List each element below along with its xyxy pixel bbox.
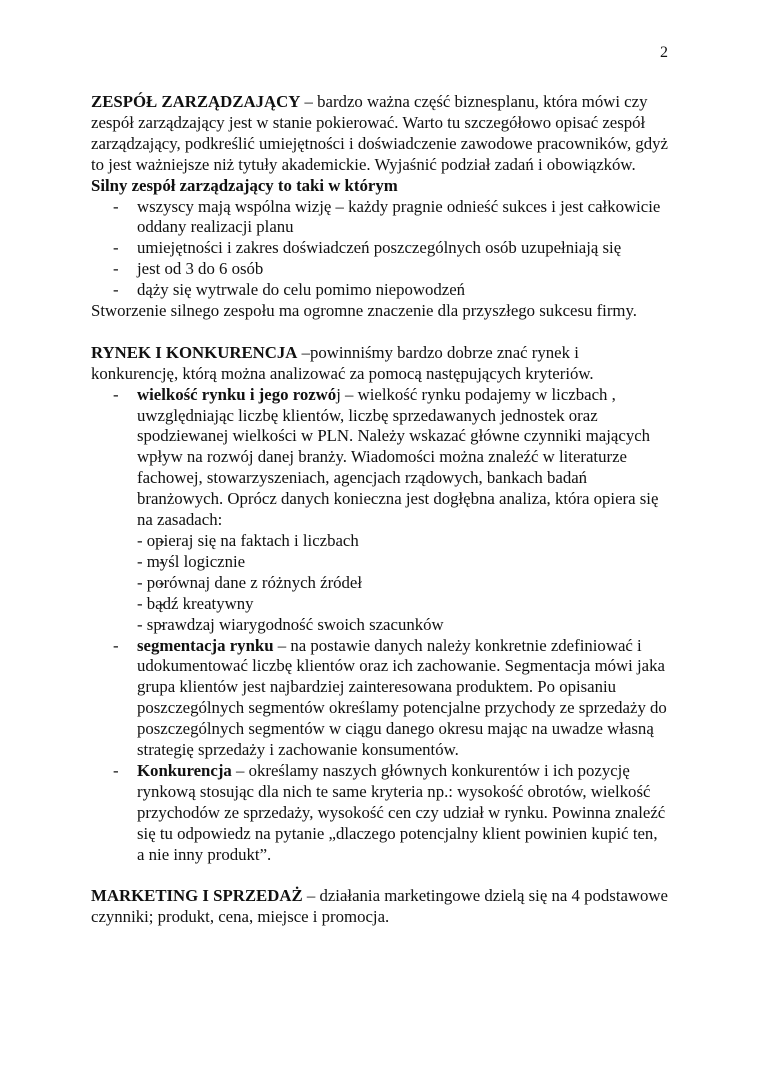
management-intro: [91, 92, 669, 176]
sub-list-item: - - porównaj dane z różnych źródeł: [137, 573, 669, 594]
market-intro: [91, 343, 669, 385]
document-body: [91, 92, 669, 928]
spacer: [91, 322, 669, 343]
marketing-intro-text: – działania marketingowe dzielą się na 4 podstawowe czynniki; produkt, cena, miejsce i promocja.: [91, 886, 668, 927]
market-intro-text: –powinniśmy bardzo dobrze znać rynek i konkurencję, którą można analizować za pomocą następujących kryteriów.: [91, 342, 594, 383]
sub-list-item: - - bądź kreatywny: [137, 594, 669, 615]
list-item-competition: [91, 761, 669, 866]
criterion-text: – na postawie danych należy konkretnie zdefiniować i udokumentować liczbę klientów oraz ich zachowanie. Segmentacja mówi jaka grupa klientów jest najbardziej zainteresowana produktem. Po opisaniu poszczególnych segmentów określamy potencjalne przychody ze sprzedaży do poszczególnych segmentów w ciągu danego okresu mając na uwadze własną strategię sprzedaży i zachowanie konsumentów.: [137, 635, 667, 760]
analysis-rules-list: [137, 531, 669, 636]
list-item: - umiejętności i zakres doświadczeń poszczególnych osób uzupełniają się: [91, 238, 669, 259]
criterion-title: segmentacja rynku: [137, 635, 274, 655]
marketing-heading: MARKETING I SPRZEDAŻ: [91, 886, 303, 906]
spacer: [91, 866, 669, 887]
management-intro-text: – bardzo ważna część biznesplanu, która mówi czy zespół zarządzający jest w stanie pokierować. Warto tu szczegółowo opisać zespół zarządzający, podkreślić umiejętności i doświadczenie zawodowe pracowników, gdyż to jest ważniejsze niż tytuły akademickie. Wyjaśnić podział zadań i obowiązków.: [91, 92, 669, 174]
strong-team-list: [91, 197, 669, 302]
management-conclusion: Stworzenie silnego zespołu ma ogromne znaczenie dla przyszłego sukcesu firmy.: [91, 301, 637, 321]
list-item: - wszyscy mają wspólna wizję – każdy pragnie odnieść sukces i jest całkowicie oddany realizacji planu: [91, 197, 669, 239]
marketing-intro: [91, 886, 669, 928]
list-item: - jest od 3 do 6 osób: [91, 259, 669, 280]
list-item-market-size: [91, 385, 669, 636]
management-heading: ZESPÓŁ ZARZĄDZAJĄCY: [91, 92, 301, 111]
list-item: - dąży się wytrwale do celu pomimo niepowodzeń: [91, 280, 669, 301]
criterion-title: wielkość rynku i jego rozwó: [137, 384, 337, 404]
sub-list-item: - - sprawdzaj wiarygodność swoich szacunków: [137, 615, 669, 636]
strong-team-heading: [91, 176, 669, 197]
criterion-text: – określamy naszych głównych konkurentów i ich pozycję rynkową stosując dla nich te same kryteria np.: wysokość obrotów, wielkość przychodów ze sprzedaży, wysokość cen czy udział w rynku. Powinna znaleźć się tu odpowiedz na pytanie „dlaczego potencjalny klient powinien kupić ten, a nie inny produkt”.: [137, 760, 666, 864]
market-criteria-list: [91, 385, 669, 866]
page-number: 2: [660, 44, 668, 61]
list-item-segmentation: [91, 636, 669, 761]
criterion-text: j – wielkość rynku podajemy w liczbach , uwzględniając liczbę klientów, liczbę sprzedawanych jednostek oraz spodziewanej wielkości w PLN. Należy wskazać główne czynniki mających wpływ na rozwój danej branży. Wiadomości można znaleźć w literaturze fachowej, stowarzyszeniach, agencjach rządowych, bankach badań branżowych. Oprócz danych konieczna jest dogłębna analiza, która opiera się na zasadach:: [137, 384, 659, 530]
criterion-title: Konkurencja: [137, 760, 232, 780]
sub-list-item: - - opieraj się na faktach i liczbach: [137, 531, 669, 552]
strong-team-heading-text: Silny zespół zarządzający to taki w którym: [91, 175, 398, 195]
market-heading: RYNEK I KONKURENCJA: [91, 342, 298, 362]
sub-list-item: - - myśl logicznie: [137, 552, 669, 573]
